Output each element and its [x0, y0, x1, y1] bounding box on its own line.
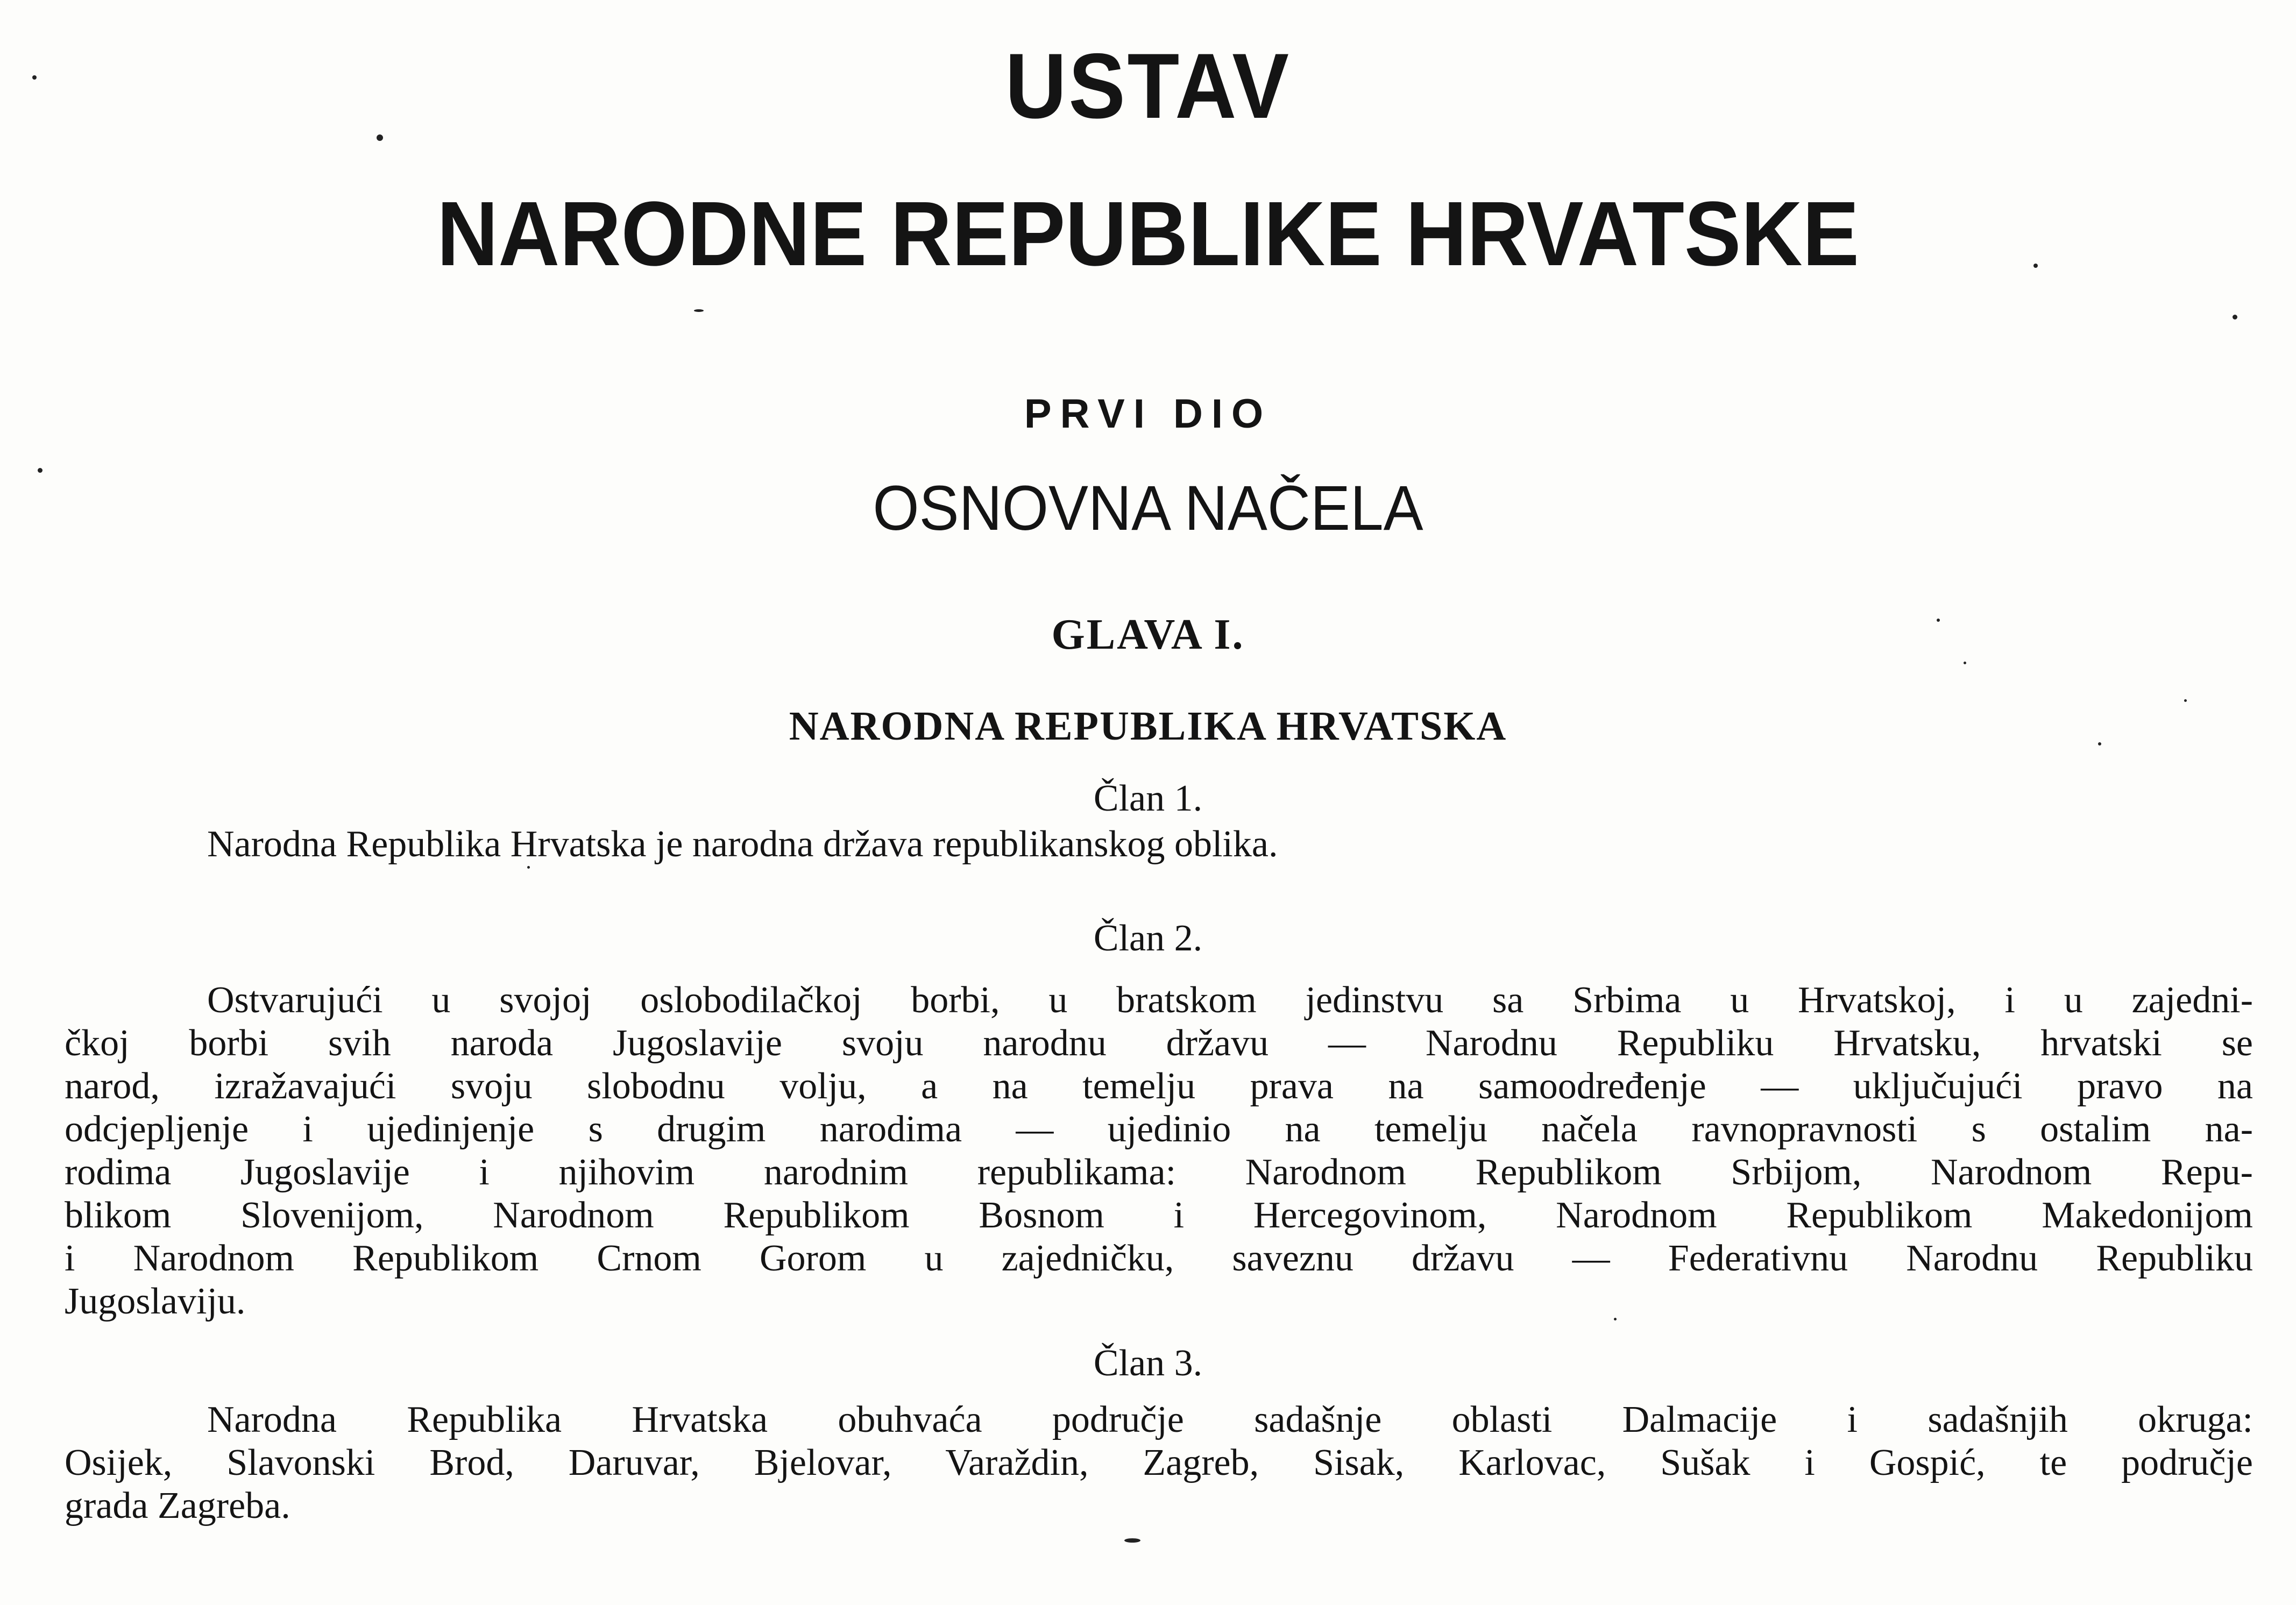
article-3-text [65, 1398, 2253, 1528]
article-3-line: grada Zagreba. [65, 1485, 290, 1526]
scan-speck [1964, 662, 1966, 664]
scan-speck [2184, 699, 2187, 702]
article-1-text [65, 823, 2253, 866]
document-subtitle: NARODNE REPUBLIKE HRVATSKE [436, 183, 1860, 285]
article-2-line: narod, izražavajući svoju slobodnu volju, a na temelju prava na samoodređenje — uključujući pravo na [65, 1066, 2253, 1107]
chapter-label: GLAVA I. [1051, 611, 1245, 658]
article-2-text [65, 979, 2253, 1323]
scan-speck [2233, 315, 2237, 319]
scan-speck [1937, 619, 1940, 622]
scan-speck [527, 866, 530, 869]
article-2-line: Jugoslaviju. [65, 1281, 246, 1322]
article-3-line: Narodna Republika Hrvatska obuhvaća područje sadašnje oblasti Dalmacije i sadašnjih okruga: [207, 1399, 2253, 1440]
scan-speck [1124, 1538, 1140, 1543]
scan-speck [38, 468, 42, 473]
scan-speck [2098, 742, 2101, 745]
scan-speck [2033, 264, 2038, 268]
scan-speck [377, 134, 383, 141]
scan-speck [1614, 1318, 1617, 1320]
article-2-line: Ostvarujući u svojoj oslobodilačkoj borbi, u bratskom jedinstvu sa Srbima u Hrvatskoj, i u zajedni- [207, 979, 2253, 1021]
article-2-line: rodima Jugoslavije i njihovim narodnim republikama: Narodnom Republikom Srbijom, Narodnom Repu- [65, 1152, 2253, 1193]
article-3-line: Osijek, Slavonski Brod, Daruvar, Bjelovar, Varaždin, Zagreb, Sisak, Karlovac, Sušak i Gospić, te područje [65, 1442, 2253, 1483]
article-2-line: blikom Slovenijom, Narodnom Republikom Bosnom i Hercegovinom, Narodnom Republikom Makedonijom [65, 1195, 2253, 1236]
article-2-line: i Narodnom Republikom Crnom Gorom u zajedničku, saveznu državu — Federativnu Narodnu Republiku [65, 1238, 2253, 1279]
article-1-heading: Član 1. [1093, 778, 1203, 819]
scan-speck [694, 309, 704, 312]
article-3-heading: Član 3. [1093, 1343, 1203, 1384]
part-label: PRVI DIO [1024, 391, 1272, 437]
article-1-line: Narodna Republika Hrvatska je narodna država republikanskog oblika. [207, 823, 1278, 865]
chapter-name: NARODNA REPUBLIKA HRVATSKA [789, 704, 1507, 749]
article-2-line: odcjepljenje i ujedinjenje s drugim narodima — ujedinio na temelju načela ravnopravnosti s ostalim na- [65, 1109, 2253, 1150]
scan-speck [32, 75, 37, 80]
article-2-heading: Član 2. [1093, 918, 1203, 959]
document-title: USTAV [1005, 34, 1291, 138]
article-2-line: čkoj borbi svih naroda Jugoslavije svoju narodnu državu — Narodnu Republiku Hrvatsku, hrvatski se [65, 1022, 2253, 1064]
part-name: OSNOVNA NAČELA [873, 473, 1423, 544]
